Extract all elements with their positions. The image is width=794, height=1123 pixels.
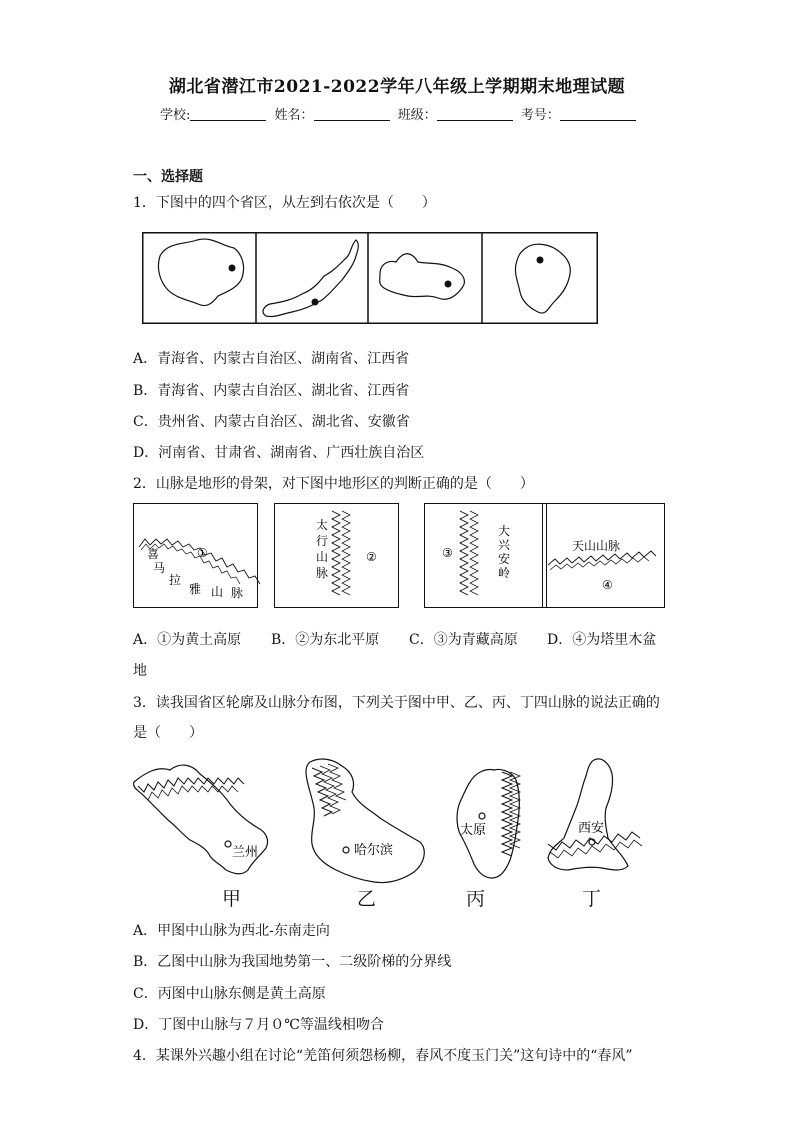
class-label: 班级： — [397, 108, 437, 123]
shaanxi-outline — [548, 759, 628, 870]
daxinganling-label-2: 兴 — [498, 538, 511, 552]
q2-box-4 — [543, 504, 665, 608]
taihang-label-1: 太 — [316, 518, 329, 532]
daxinganling-label-4: 岭 — [498, 566, 511, 580]
xian-label: 西安 — [578, 821, 605, 836]
hubei-capital-dot — [445, 281, 452, 288]
q3-option-c[interactable]: C．丙图中山脉东侧是黄土高原 — [133, 986, 326, 1002]
lanzhou-dot — [225, 841, 231, 847]
q2-marker-4: ④ — [602, 578, 613, 592]
daxinganling-label-3: 安 — [498, 552, 511, 566]
q3-province-figure — [130, 752, 640, 912]
qilian-range — [138, 778, 244, 792]
caption-ding: 丁 — [582, 888, 602, 910]
himalaya-label-4: 雅 — [189, 582, 202, 596]
tianshan-label: 天山山脉 — [572, 539, 621, 553]
himalaya-label-5: 山 — [211, 585, 224, 599]
shanxi-map — [457, 769, 520, 878]
q2-box-3 — [425, 504, 547, 608]
himalaya-label-6: 脉 — [231, 586, 244, 600]
school-label: 学校: — [160, 108, 191, 123]
q4-stem: 4．某课外兴趣小组在讨论“羌笛何须怨杨柳，春风不度玉门关”这句诗中的“春风” — [133, 1048, 633, 1064]
q2-marker-1: ① — [197, 546, 208, 560]
heilongjiang-map — [306, 759, 424, 882]
q2-option-b[interactable]: B．②为东北平原 — [271, 632, 380, 648]
lanzhou-label: 兰州 — [232, 845, 259, 860]
harbin-label: 哈尔滨 — [354, 843, 394, 858]
caption-yi: 乙 — [357, 888, 377, 910]
q1-stem: 1．下图中的四个省区，从左到右依次是（ ） — [133, 195, 436, 211]
student-info-line — [160, 104, 640, 123]
taiyuan-dot — [479, 813, 485, 819]
hubei-outline — [380, 254, 465, 300]
q3-option-a[interactable]: A．甲图中山脉为西北-东南走向 — [133, 923, 330, 939]
q1-option-d[interactable]: D．河南省、甘肃省、湖南省、广西壮族自治区 — [133, 445, 425, 461]
inner-mongolia-outline — [263, 240, 358, 317]
q2-marker-3: ③ — [442, 546, 453, 560]
name-blank[interactable] — [314, 108, 390, 121]
q2-box-1 — [134, 504, 261, 608]
gansu-map — [134, 765, 268, 874]
q3-stem-line2: 是（ ） — [133, 725, 203, 741]
harbin-dot — [343, 847, 349, 853]
himalaya-label-1: 喜 — [147, 547, 160, 561]
taihang-ridge — [332, 511, 340, 595]
q1-option-a[interactable]: A．青海省、内蒙古自治区、湖南省、江西省 — [133, 351, 410, 367]
q1-province-figure — [142, 232, 598, 324]
taihang-label-2: 行 — [316, 534, 329, 548]
heilongjiang-outline — [306, 759, 424, 882]
q3-option-d[interactable]: D．丁图中山脉与７月０℃等温线相吻合 — [133, 1017, 384, 1033]
inner-mongolia-capital-dot — [312, 299, 319, 306]
class-blank[interactable] — [437, 108, 513, 121]
himalaya-label-2: 马 — [153, 561, 166, 575]
qinghai-capital-dot — [229, 265, 236, 272]
q2-marker-2: ② — [366, 550, 377, 564]
number-label: 考号： — [520, 108, 560, 123]
jiangxi-capital-dot — [537, 257, 544, 264]
page-title: 湖北省潜江市2021-2022学年八年级上学期期末地理试题 — [168, 77, 626, 97]
q2-mountain-figures — [133, 503, 665, 609]
jiangxi-outline — [515, 244, 570, 313]
taihang-label-3: 山 — [316, 550, 329, 564]
name-label: 姓名： — [274, 108, 314, 123]
caption-jia: 甲 — [222, 888, 242, 910]
q2-option-a[interactable]: A．①为黄土高原 — [133, 632, 242, 648]
q2-option-d-wrap: 地 — [133, 663, 147, 679]
q3-stem-line1: 3．读我国省区轮廓及山脉分布图，下列关于图中甲、乙、丙、丁四山脉的说法正确的 — [133, 695, 660, 711]
school-blank[interactable] — [190, 108, 266, 121]
section-heading: 一、选择题 — [133, 169, 203, 185]
himalaya-label-3: 拉 — [169, 573, 182, 587]
q2-stem: 2．山脉是地形的骨架，对下图中地形区的判断正确的是（ ） — [133, 476, 534, 492]
number-blank[interactable] — [560, 108, 636, 121]
q2-option-c[interactable]: C．③为青藏高原 — [409, 632, 518, 648]
caption-bing: 丙 — [466, 888, 486, 910]
q1-option-b[interactable]: B．青海省、内蒙古自治区、湖北省、江西省 — [133, 383, 410, 399]
taiyuan-label: 太原 — [460, 823, 487, 838]
q3-option-b[interactable]: B．乙图中山脉为我国地势第一、二级阶梯的分界线 — [133, 954, 452, 970]
q1-option-c[interactable]: C．贵州省、内蒙古自治区、湖北省、安徽省 — [133, 414, 410, 430]
q2-option-d[interactable]: D．④为塔里木盆 — [547, 632, 657, 648]
daxinganling-range — [312, 768, 332, 816]
taihang-label-4: 脉 — [316, 566, 329, 580]
daxinganling-ridge — [460, 511, 468, 595]
shaanxi-map — [548, 759, 642, 870]
qinghai-outline — [158, 239, 243, 306]
daxinganling-label-1: 大 — [498, 524, 511, 538]
q2-box-2 — [275, 504, 399, 608]
